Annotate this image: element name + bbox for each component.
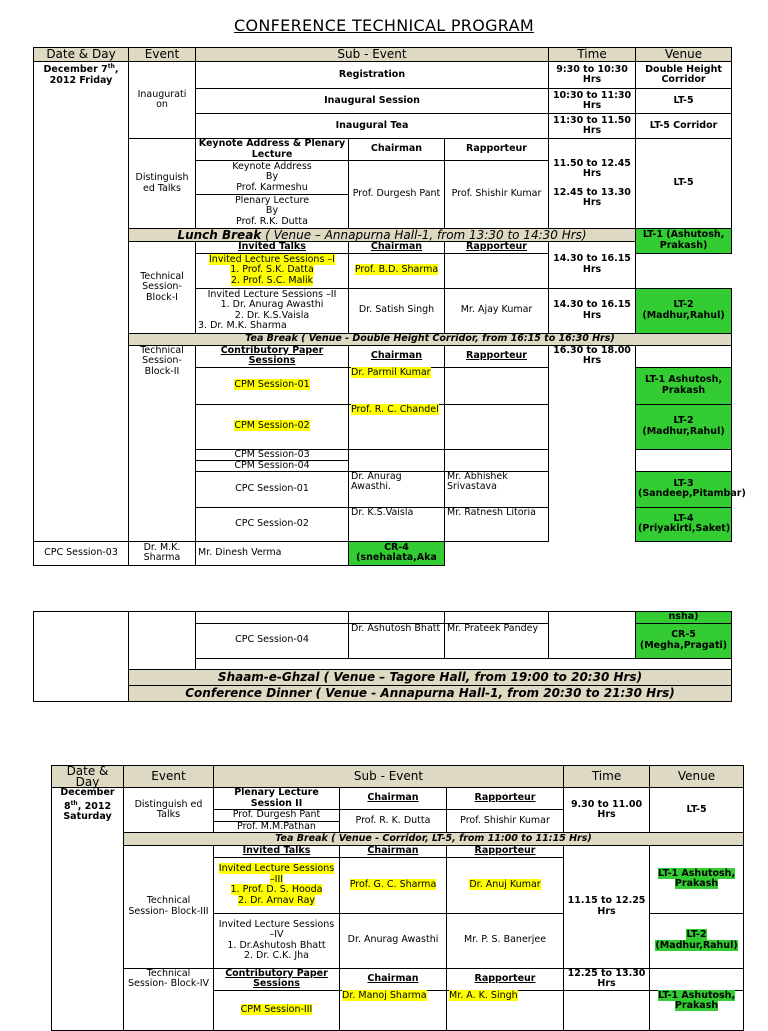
- cpm-session-iii: CPM Session-III: [214, 990, 340, 1030]
- ils4-lecture: Invited Lecture Sessions –IV 1. Dr.Ashutosh Bhatt 2. Dr. C.K. Jha: [214, 913, 340, 968]
- cpm34-chairman: [349, 449, 445, 471]
- cpm1-chairman: Dr. Parmil Kumar: [349, 367, 445, 404]
- cpc3: CPC Session-03: [34, 541, 129, 565]
- inaugural-session: Inaugural Session: [196, 89, 549, 114]
- keynote-header: Keynote Address & Plenary Lecture: [196, 139, 349, 161]
- cont-sub-blank: [196, 612, 349, 624]
- cpm1-venue: LT-1 Ashutosh, Prakash: [636, 367, 732, 404]
- cpm-iii-venue: LT-1 Ashutosh, Prakash: [650, 990, 744, 1030]
- rapporteur-header: Rapporteur: [445, 139, 549, 161]
- cpc2-rapporteur: Mr. Ratnesh Litoria: [445, 507, 549, 541]
- plenary-lecture: Plenary Lecture By Prof. R.K. Dutta: [196, 195, 349, 229]
- ils1-venue: LT-1 (Ashutosh, Prakash): [636, 229, 732, 254]
- tea-break-band: Tea Break ( Venue - Double Height Corridor, from 16:15 to 16:30 Hrs): [129, 333, 732, 345]
- cpm3-cpm4: CPM Session-03 CPM Session-04: [196, 449, 349, 471]
- rapporteur-header-u2: Rapporteur: [445, 345, 549, 367]
- ils1-rapporteur: [445, 253, 549, 288]
- cpm2: CPM Session-02: [196, 404, 349, 449]
- ils2-time: 14.30 to 16.15 Hrs: [549, 288, 636, 333]
- registration-venue: Double Height Corridor: [636, 62, 732, 89]
- registration: Registration: [196, 62, 549, 89]
- cont-date-blank: [34, 612, 129, 702]
- cpc3-venue-continued: nsha): [636, 612, 732, 624]
- distinguished-talks-event: Distinguish ed Talks: [129, 139, 196, 229]
- shaam-e-ghazal-band: Shaam-e-Ghzal ( Venue – Tagore Hall, from 19:00 to 20:30 Hrs): [129, 669, 732, 685]
- cpm-iii-rapporteur: Mr. A. K. Singh: [447, 990, 564, 1030]
- inaugural-tea-venue: LT-5 Corridor: [636, 114, 732, 139]
- plenary-speaker-2: Prof. M.M.Pathan: [214, 821, 340, 833]
- cpc2-venue: LT-4 (Priyakirti,Saket): [636, 507, 732, 541]
- ils3-venue: LT-1 Ashutosh, Prakash: [650, 846, 744, 914]
- cpm1: CPM Session-01: [196, 367, 349, 404]
- ils4-venue: LT-2 (Madhur,Rahul): [650, 913, 744, 968]
- distinguished-time: 11.50 to 12.45 Hrs 12.45 to 13.30 Hrs: [549, 139, 636, 229]
- page-title: CONFERENCE TECHNICAL PROGRAM: [234, 16, 534, 35]
- d2-header-date: Date & Day: [52, 766, 124, 788]
- header-date: Date & Day: [34, 48, 129, 62]
- ils2-chairman: Dr. Satish Singh: [349, 288, 445, 333]
- lunch-break-band: Lunch Break ( Venue – Annapurna Hall-1, from 13:30 to 14:30 Hrs): [129, 229, 636, 242]
- chairman-header-u: Chairman: [349, 242, 445, 254]
- ils4-chairman: Dr. Anurag Awasthi: [340, 913, 447, 968]
- rapporteur-header-u: Rapporteur: [445, 242, 549, 254]
- chairman-header: Chairman: [349, 139, 445, 161]
- cpc3-chairman: Dr. M.K. Sharma: [129, 541, 196, 565]
- plenary-session-header: Plenary Lecture Session II: [214, 788, 340, 810]
- distinguished-venue: LT-5: [636, 139, 732, 229]
- cpc3-rapporteur: Mr. Dinesh Verma: [196, 541, 349, 565]
- keynote-address: Keynote Address By Prof. Karmeshu: [196, 161, 349, 195]
- plenary-chairman: Prof. R. K. Dutta: [340, 810, 447, 833]
- ils1-chairman: Prof. B.D. Sharma: [349, 253, 445, 288]
- technical-block-3-event: Technical Session- Block-III: [124, 846, 214, 969]
- cpc3-venue: CR-4 (snehalata,Aka: [349, 541, 445, 565]
- ils2-rapporteur: Mr. Ajay Kumar: [445, 288, 549, 333]
- plenary-venue: LT-5: [650, 788, 744, 833]
- ils1-time: 14.30 to 16.15 Hrs: [549, 242, 636, 289]
- cpc1: CPC Session-01: [196, 471, 349, 507]
- day2-date: December 8th, 2012 Saturday: [52, 788, 124, 1031]
- inaugural-tea-time: 11:30 to 11.50 Hrs: [549, 114, 636, 139]
- ils4-rapporteur: Mr. P. S. Banerjee: [447, 913, 564, 968]
- d2-distinguished-event: Distinguish ed Talks: [124, 788, 214, 833]
- cont-chair-blank: [349, 612, 445, 624]
- d2-venue-blank: [650, 968, 744, 990]
- ils3-lecture: Invited Lecture Sessions –III 1. Prof. D. S. Hooda 2. Dr. Arnav Ray: [214, 857, 340, 913]
- cpc1-venue: LT-3 (Sandeep,Pitambar): [636, 471, 732, 507]
- header-event: Event: [129, 48, 196, 62]
- cont-spacer: [196, 658, 732, 669]
- cpc4: CPC Session-04: [196, 623, 349, 658]
- plenary-time: 9.30 to 11.00 Hrs: [564, 788, 650, 833]
- day1-date: December 7th, 2012 Friday: [34, 62, 129, 542]
- cont-time-blank: [549, 612, 636, 659]
- d2-chairman-header: Chairman: [340, 788, 447, 810]
- ils2-venue: LT-2 (Madhur,Rahul): [636, 288, 732, 333]
- cpm-iii-chairman: Dr. Manoj Sharma: [340, 990, 447, 1030]
- plenary-rapporteur: Prof. Shishir Kumar: [447, 810, 564, 833]
- day2-program-table: [51, 765, 744, 1031]
- d2-invited-header: Invited Talks: [214, 846, 340, 858]
- block4-time: 12.25 to 13.30 Hrs: [564, 968, 650, 990]
- cpc1-chairman: Dr. Anurag Awasthi.: [349, 471, 445, 507]
- inaugural-session-time: 10:30 to 11:30 Hrs: [549, 89, 636, 114]
- d2-tea-break-band: Tea Break ( Venue - Corridor, LT-5, from 11:00 to 11:15 Hrs): [124, 833, 744, 846]
- day1-program-table: [33, 47, 746, 566]
- d2-header-sub-event: Sub - Event: [214, 766, 564, 788]
- cpm-iii-time: [564, 990, 650, 1030]
- cpm2-chairman: Prof. R. C. Chandel: [349, 404, 445, 449]
- d2-chairman-u: Chairman: [340, 846, 447, 858]
- invited-talks-header: Invited Talks: [196, 242, 349, 254]
- d2-header-time: Time: [564, 766, 650, 788]
- ils3-chairman: Prof. G. C. Sharma: [340, 857, 447, 913]
- distinguished-chairman: Prof. Durgesh Pant: [349, 161, 445, 229]
- ils3-rapporteur: Dr. Anuj Kumar: [447, 857, 564, 913]
- d2-header-event: Event: [124, 766, 214, 788]
- day1-continued-table: [33, 611, 732, 702]
- d2-cps-header: Contributory Paper Sessions: [214, 968, 340, 990]
- block3-time: 11.15 to 12.25 Hrs: [564, 846, 650, 969]
- d2-rapporteur-header: Rapporteur: [447, 788, 564, 810]
- d2-rapporteur-u2: Rapporteur: [447, 968, 564, 990]
- registration-time: 9:30 to 10:30 Hrs: [549, 62, 636, 89]
- cpc2: CPC Session-02: [196, 507, 349, 541]
- inaugural-session-venue: LT-5: [636, 89, 732, 114]
- plenary-speaker-1: Prof. Durgesh Pant: [214, 810, 340, 822]
- cpm1-rapporteur: [445, 367, 549, 404]
- inauguration-event: Inaugurati on: [129, 62, 196, 139]
- d2-rapporteur-u: Rapporteur: [447, 846, 564, 858]
- ils1-lecture: Invited Lecture Sessions –I 1. Prof. S.K. Datta 2. Prof. S.C. Malik: [196, 253, 349, 288]
- cpc2-chairman: Dr. K.S.Vaisla: [349, 507, 445, 541]
- header-sub-event: Sub - Event: [196, 48, 549, 62]
- venue-blank: [636, 345, 732, 367]
- cpc4-chairman: Dr. Ashutosh Bhatt: [349, 623, 445, 658]
- cps-header: Contributory Paper Sessions: [196, 345, 349, 367]
- cpm34-rapporteur: [445, 449, 549, 471]
- chairman-header-u2: Chairman: [349, 345, 445, 367]
- d2-header-venue: Venue: [650, 766, 744, 788]
- technical-block-4-event: Technical Session- Block-IV: [124, 968, 214, 1030]
- distinguished-rapporteur: Prof. Shishir Kumar: [445, 161, 549, 229]
- cpc4-venue: CR-5 (Megha,Pragati): [636, 623, 732, 658]
- cpm2-rapporteur: [445, 404, 549, 449]
- cont-event-blank: [129, 612, 196, 670]
- technical-block-2-event: Technical Session- Block-II: [129, 345, 196, 541]
- cpm2-venue: LT-2 (Madhur,Rahul): [636, 404, 732, 449]
- d2-chairman-u2: Chairman: [340, 968, 447, 990]
- cpc1-rapporteur: Mr. Abhishek Srivastava: [445, 471, 549, 507]
- header-venue: Venue: [636, 48, 732, 62]
- ils2-lecture: Invited Lecture Sessions –II 1. Dr. Anurag Awasthi 2. Dr. K.S.Vaisla 3. Dr. M.K. Sharma: [196, 288, 349, 333]
- header-time: Time: [549, 48, 636, 62]
- technical-block-1-event: Technical Session- Block-I: [129, 242, 196, 334]
- cpm34-venue: [636, 449, 732, 471]
- conference-dinner-band: Conference Dinner ( Venue - Annapurna Hall-1, from 20:30 to 21:30 Hrs): [129, 685, 732, 701]
- cpc4-rapporteur: Mr. Prateek Pandey: [445, 623, 549, 658]
- cont-rapp-blank: [445, 612, 549, 624]
- cps-time: 16.30 to 18.00 Hrs: [549, 345, 636, 541]
- inaugural-tea: Inaugural Tea: [196, 114, 549, 139]
